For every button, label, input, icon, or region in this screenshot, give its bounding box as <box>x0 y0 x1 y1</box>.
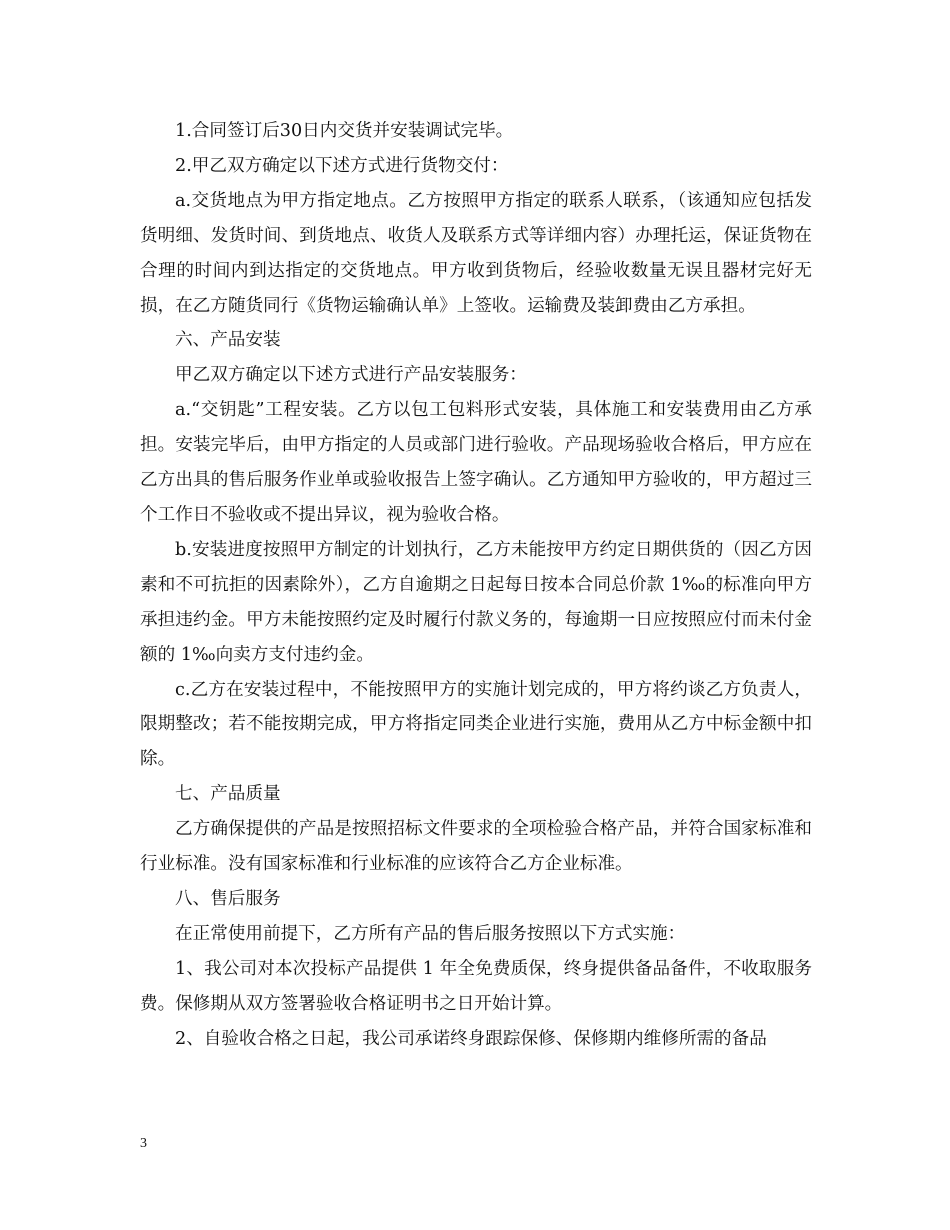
paragraph-delivery-deadline: 1.合同签订后30日内交货并安装调试完毕。 <box>175 121 514 141</box>
paragraph-installation-rectification: c.乙方在安装过程中，不能按照甲方的实施计划完成的，甲方将约谈乙方负责人，限期整改；若不能按期完成，甲方将指定同类企业进行实施，费用从乙方中标金额中扣除。 <box>140 679 812 770</box>
paragraph-quality: 乙方确保提供的产品是按照招标文件要求的全项检验合格产品，并符合国家标准和行业标准。没有国家标准和行业标准的应该符合乙方企业标准。 <box>140 819 812 875</box>
paragraph-delivery-location: a.交货地点为甲方指定地点。乙方按照甲方指定的联系人联系，（该通知应包括发货明细、发货时间、到货地点、收货人及联系方式等详细内容）办理托运，保证货物在合理的时间内到达指定的交货地点。甲方收到货物后，经验收数量无误且器材完好无损，在乙方随货同行《货物运输确认单》上签收。运输费及装卸费由乙方承担。 <box>140 190 812 316</box>
page-number: 3 <box>140 1136 147 1151</box>
section-heading-after-sales: 八、售后服务 <box>175 888 281 909</box>
paragraph-after-sales-tracking: 2、自验收合格之日起，我公司承诺终身跟踪保修、保修期内维修所需的备品 <box>175 1028 767 1049</box>
paragraph-installation-intro: 甲乙双方确定以下述方式进行产品安装服务： <box>175 365 527 386</box>
paragraph-after-sales-intro: 在正常使用前提下，乙方所有产品的售后服务按照以下方式实施： <box>175 923 686 944</box>
paragraph-installation-schedule: b.安装进度按照甲方制定的计划执行，乙方未能按甲方约定日期供货的（因乙方因素和不可抗拒的因素除外），乙方自逾期之日起每日按本合同总价款 1‰的标准向甲方承担违约金。甲方未能按照约定及时履行付款义务的，每逾期一日应按照应付而未付金额的 1‰向卖方支付违约金。 <box>140 539 812 665</box>
paragraph-after-sales-warranty: 1、我公司对本次投标产品提供 1 年全免费质保，终身提供备品备件，不收取服务费。保修期从双方签署验收合格证明书之日开始计算。 <box>140 958 812 1014</box>
document-body <box>140 114 812 1056</box>
section-heading-quality: 七、产品质量 <box>175 784 281 805</box>
section-heading-installation: 六、产品安装 <box>175 330 281 351</box>
paragraph-installation-turnkey: a.“交钥匙”工程安装。乙方以包工包料形式安装，具体施工和安装费用由乙方承担。安装完毕后，由甲方指定的人员或部门进行验收。产品现场验收合格后，甲方应在乙方出具的售后服务作业单或验收报告上签字确认。乙方通知甲方验收的，甲方超过三个工作日不验收或不提出异议，视为验收合格。 <box>140 400 812 525</box>
paragraph-delivery-method: 2.甲乙双方确定以下述方式进行货物交付： <box>175 155 509 176</box>
